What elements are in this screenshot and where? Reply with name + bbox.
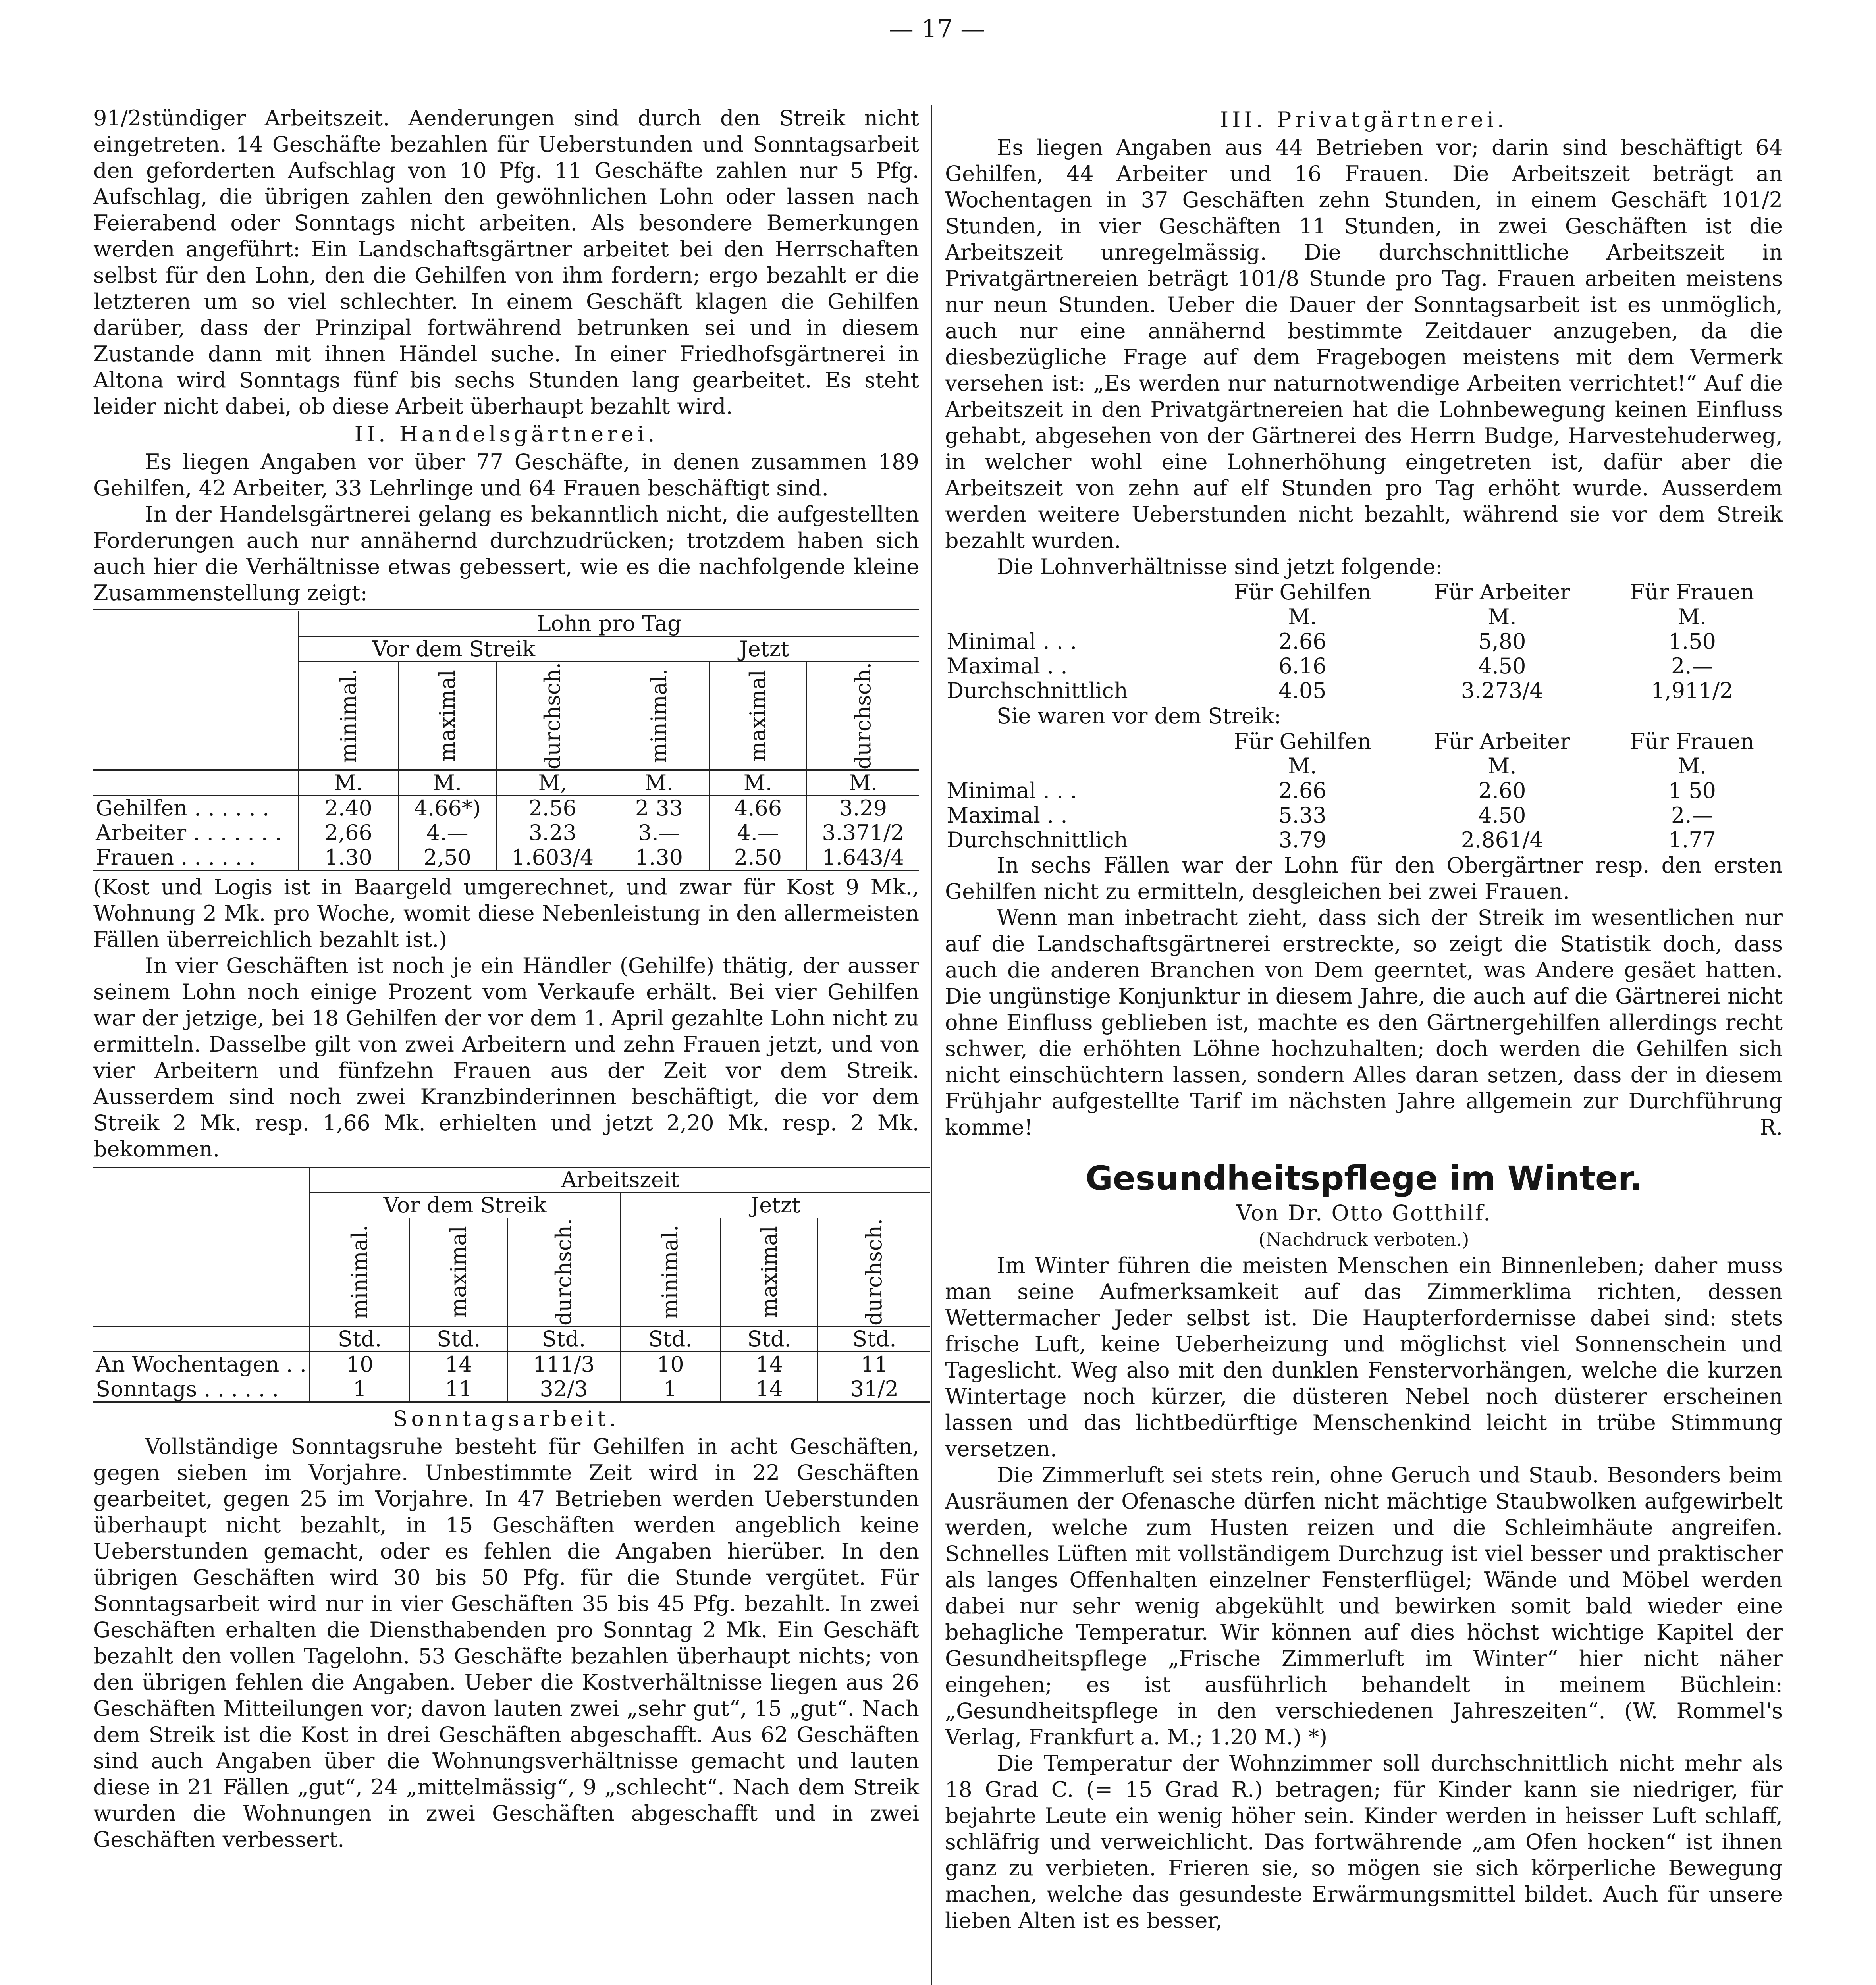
table-cell: 10 bbox=[309, 1352, 410, 1377]
paragraph: Im Winter führen die meisten Menschen ein Binnenleben; daher muss man seine Aufmerksamkeit auf das Zimmerklima richten, dessen Wettermacher Jeder selbst ist. Die Haupterfordernisse dabei sind: stets frische Luft, keine Ueberheizung und möglichst viel Sonnenschein und Tageslicht. Weg also mit den dunklen Fenstervorhängen, welche die kurzen Wintertage noch kürzer, die düsteren Nebel noch düsterer erscheinen lassen und das lichtbedürftige Menschenkind leicht in trübe Stimmung versetzen. bbox=[945, 1253, 1783, 1461]
row-label: Minimal . . . bbox=[947, 778, 1077, 803]
table-cell: 3.79 bbox=[1278, 827, 1327, 852]
table-cell: 111/3 bbox=[507, 1352, 620, 1377]
unit-cell: Std. bbox=[410, 1326, 507, 1352]
paragraph: Die Lohnverhältnisse sind jetzt folgende: bbox=[997, 554, 1443, 579]
hours-table bbox=[93, 1166, 930, 1403]
row-label: Sonntags . . . . . . bbox=[93, 1377, 309, 1402]
paragraph bbox=[945, 905, 1783, 1141]
table-cell: 1 bbox=[620, 1377, 720, 1402]
paragraph: Die Temperatur der Wohnzimmer soll durchschnittlich nicht mehr als 18 Grad C. (= 15 Grad R.) betragen; für Kinder kann sie niedriger, für bejahrte Leute ein wenig höher sein. Kinder werden in heisser Luft schlaff, schläfrig und verweichlicht. Das fortwährende „am Ofen hocken“ ist ihnen ganz zu verbieten. Frieren sie, so mögen sie sich körperliche Bewegung machen, welche das gesundeste Erwärmungsmittel bildet. Auch für unsere lieben Alten ist es besser, bbox=[945, 1751, 1783, 1933]
row-label: Minimal . . . bbox=[947, 629, 1077, 654]
table-cell: 6.16 bbox=[1278, 653, 1327, 678]
unit-cell: M. bbox=[1288, 604, 1317, 629]
table-row bbox=[945, 779, 1783, 803]
unit-cell: M. bbox=[1288, 754, 1317, 779]
signature: R. bbox=[1760, 1115, 1783, 1140]
group-header-now: Jetzt bbox=[609, 636, 919, 662]
group-header-before: Vor dem Streik bbox=[309, 1193, 620, 1218]
column-header: maximal bbox=[410, 1218, 507, 1326]
column-header: Für Frauen bbox=[1630, 729, 1754, 754]
table-cell: 1.50 bbox=[1668, 629, 1716, 654]
table-cell: 2.66 bbox=[1278, 778, 1327, 803]
section-heading-privatgaertnerei: III. Privatgärtnerei. bbox=[1220, 107, 1508, 132]
right-column bbox=[945, 105, 1783, 1934]
table-cell: 3.23 bbox=[496, 821, 609, 845]
column-header: Für Gehilfen bbox=[1234, 580, 1371, 605]
table-row bbox=[945, 828, 1783, 852]
unit-cell: Std. bbox=[721, 1326, 818, 1352]
table-cell: 2.56 bbox=[496, 796, 609, 821]
table-cell: 2 33 bbox=[609, 796, 709, 821]
row-label: Maximal . . bbox=[947, 803, 1068, 828]
table-cell: 14 bbox=[410, 1352, 507, 1377]
unit-cell: M. bbox=[1677, 754, 1707, 779]
table-cell: 2.50 bbox=[709, 845, 807, 871]
table-cell: 1.643/4 bbox=[807, 845, 919, 871]
table-cell: 1.30 bbox=[298, 845, 399, 871]
column-header: minimal. bbox=[609, 662, 709, 770]
row-label: Arbeiter . . . . . . . bbox=[93, 821, 298, 845]
table-row bbox=[93, 796, 919, 821]
column-header: durchsch. bbox=[507, 1218, 620, 1326]
table-cell: 4.66*) bbox=[399, 796, 496, 821]
unit-cell: M. bbox=[709, 770, 807, 796]
column-divider bbox=[931, 105, 932, 1985]
table-cell: 14 bbox=[721, 1377, 818, 1402]
table-row bbox=[93, 1352, 930, 1377]
table-cell: 1 bbox=[309, 1377, 410, 1402]
group-header-before: Vor dem Streik bbox=[298, 636, 609, 662]
table-cell: 4.50 bbox=[1478, 653, 1526, 678]
table-row bbox=[945, 678, 1783, 703]
table-row bbox=[93, 821, 919, 845]
paragraph: Es liegen Angaben vor über 77 Geschäfte, in denen zusammen 189 Gehilfen, 42 Arbeiter, 33 Lehrlinge und 64 Frauen beschäftigt sind. bbox=[93, 449, 919, 501]
table-cell: 5,80 bbox=[1478, 629, 1526, 654]
row-label: Maximal . . bbox=[947, 653, 1068, 678]
table-row bbox=[945, 629, 1783, 654]
table-cell: 3.— bbox=[609, 821, 709, 845]
unit-cell: M. bbox=[399, 770, 496, 796]
column-header: durchsch. bbox=[496, 662, 609, 770]
table-cell: 2.— bbox=[1671, 653, 1713, 678]
table-cell: 32/3 bbox=[507, 1377, 620, 1402]
table-cell: 10 bbox=[620, 1352, 720, 1377]
table-cell: 4.— bbox=[399, 821, 496, 845]
table-cell: 2.40 bbox=[298, 796, 399, 821]
row-label: Durchschnittlich bbox=[947, 678, 1128, 703]
unit-cell: Std. bbox=[309, 1326, 410, 1352]
table-cell: 2.60 bbox=[1478, 778, 1526, 803]
column-header: durchsch. bbox=[807, 662, 919, 770]
table-cell: 1,911/2 bbox=[1651, 678, 1733, 703]
table-cell: 2.861/4 bbox=[1461, 827, 1543, 852]
table-cell: 14 bbox=[721, 1352, 818, 1377]
column-header: maximal bbox=[709, 662, 807, 770]
row-label: Gehilfen . . . . . . bbox=[93, 796, 298, 821]
row-label: An Wochentagen . . bbox=[93, 1352, 309, 1377]
table-cell: 31/2 bbox=[818, 1377, 930, 1402]
unit-cell: M. bbox=[1677, 604, 1707, 629]
column-header: durchsch. bbox=[818, 1218, 930, 1326]
wage-table-title: Lohn pro Tag bbox=[298, 611, 919, 637]
unit-cell: M. bbox=[807, 770, 919, 796]
table-cell: 4.— bbox=[709, 821, 807, 845]
table-cell: 1.603/4 bbox=[496, 845, 609, 871]
article-title: Gesundheitspflege im Winter. bbox=[1085, 1159, 1643, 1198]
table-cell: 4.66 bbox=[709, 796, 807, 821]
column-header: Für Arbeiter bbox=[1434, 580, 1570, 605]
table-cell: 1 50 bbox=[1668, 778, 1716, 803]
table-cell: 3.371/2 bbox=[807, 821, 919, 845]
table-cell: 2,66 bbox=[298, 821, 399, 845]
table-cell: 3.29 bbox=[807, 796, 919, 821]
column-header: minimal. bbox=[298, 662, 399, 770]
table-row bbox=[93, 1377, 930, 1402]
column-header: Für Arbeiter bbox=[1434, 729, 1570, 754]
column-header: minimal. bbox=[309, 1218, 410, 1326]
paragraph: (Kost und Logis ist in Baargeld umgerechnet, und zwar für Kost 9 Mk., Wohnung 2 Mk. pro Woche, womit diese Nebenleistung in den allermeisten Fällen überreichlich bezahlt ist.) bbox=[93, 875, 919, 952]
column-header: Für Frauen bbox=[1630, 580, 1754, 605]
table-cell: 5.33 bbox=[1278, 803, 1327, 828]
column-header: maximal bbox=[399, 662, 496, 770]
table-cell: 2,50 bbox=[399, 845, 496, 871]
table-cell: 3.273/4 bbox=[1461, 678, 1543, 703]
unit-cell: Std. bbox=[818, 1326, 930, 1352]
unit-cell: Std. bbox=[620, 1326, 720, 1352]
hours-table-title: Arbeitszeit bbox=[309, 1167, 930, 1193]
unit-cell: M. bbox=[1488, 604, 1517, 629]
unit-cell: Std. bbox=[507, 1326, 620, 1352]
unit-cell: M. bbox=[1488, 754, 1517, 779]
left-column bbox=[93, 105, 919, 1853]
private-wage-table-before bbox=[945, 729, 1783, 852]
unit-cell: M. bbox=[609, 770, 709, 796]
paragraph: In sechs Fällen war der Lohn für den Obergärtner resp. den ersten Gehilfen nicht zu ermitteln, desgleichen bei zwei Frauen. bbox=[945, 853, 1783, 904]
row-label: Durchschnittlich bbox=[947, 827, 1128, 852]
table-row bbox=[93, 845, 919, 871]
table-cell: 4.05 bbox=[1278, 678, 1327, 703]
table-cell: 11 bbox=[818, 1352, 930, 1377]
table-row bbox=[945, 803, 1783, 828]
table-cell: 4.50 bbox=[1478, 803, 1526, 828]
paragraph: Vollständige Sonntagsruhe besteht für Gehilfen in acht Geschäften, gegen sieben im Vorjahre. Unbestimmte Zeit wird in 22 Geschäften gearbeitet, gegen 25 im Vorjahre. In 47 Betrieben werden Ueberstunden überhaupt nicht bezahlt, in 15 Geschäften werden angeblich keine Ueberstunden gemacht, oder es fehlen die Angaben hierüber. In den übrigen Geschäften wird 30 bis 50 Pfg. für die Stunde vergütet. Für Sonntagsarbeit wird nur in vier Geschäften 35 bis 45 Pfg. bezahlt. In zwei Geschäften erhalten die Diensthabenden pro Sonntag 2 Mk. Ein Geschäft bezahlt den vollen Tagelohn. 53 Geschäfte bezahlen überhaupt nichts; von den übrigen fehlen die Angaben. Ueber die Kostverhältnisse liegen aus 26 Geschäften Mitteilungen vor; davon lauten zwei „sehr gut“, 15 „gut“. Nach dem Streik ist die Kost in drei Geschäften abgeschafft. Aus 62 Geschäften sind auch Angaben über die Wohnungsverhältnisse gemacht und lauten diese in 21 Fällen „gut“, 24 „mittelmässig“, 9 „schlecht“. Nach dem Streik wurden die Wohnungen in zwei Geschäften abgeschafft und in zwei Geschäften verbessert. bbox=[93, 1434, 919, 1852]
table-row bbox=[945, 654, 1783, 678]
paragraph: 91/2stündiger Arbeitszeit. Aenderungen sind durch den Streik nicht eingetreten. 14 Geschäfte bezahlen für Ueberstunden und Sonntagsarbeit den geforderten Aufschlag von 10 Pfg. 11 Geschäfte zahlen nur 5 Pfg. Aufschlag, die übrigen zahlen den gewöhnlichen Lohn oder lassen nach Feierabend oder Sonntags nicht arbeiten. Als besondere Bemerkungen werden angeführt: Ein Landschaftsgärtner arbeitet bei den Herrschaften selbst für den Lohn, den die Gehilfen von ihm fordern; ergo bezahlt er die letzteren um so viel schlechter. In einem Geschäft klagen die Gehilfen darüber, dass der Prinzipal fortwährend betrunken sei und in diesem Zustande dann mit ihnen Händel suche. In einer Friedhofsgärtnerei in Altona wird Sonntags fünf bis sechs Stunden lang gearbeitet. Es steht leider nicht dabei, ob diese Arbeit überhaupt bezahlt wird. bbox=[93, 106, 919, 419]
paragraph: In vier Geschäften ist noch je ein Händler (Gehilfe) thätig, der ausser seinem Lohn noch einige Prozent vom Verkaufe erhält. Bei vier Gehilfen war der jetzige, bei 18 Gehilfen der vor dem 1. April gezahlte Lohn nicht zu ermitteln. Dasselbe gilt von zwei Arbeitern und zehn Frauen jetzt, und von vier Arbeitern und fünfzehn Frauen aus der Zeit vor dem Streik. Ausserdem sind noch zwei Kranzbinderinnen beschäftigt, die vor dem Streik 2 Mk. resp. 1,66 Mk. erhielten und jetzt 2,20 Mk. resp. 2 Mk. bekommen. bbox=[93, 953, 919, 1162]
group-header-now: Jetzt bbox=[620, 1193, 930, 1218]
table-cell: 11 bbox=[410, 1377, 507, 1402]
section-heading-handelsgaertnerei: II. Handelsgärtnerei. bbox=[354, 422, 658, 447]
section-heading-sonntagsarbeit: Sonntagsarbeit. bbox=[393, 1406, 620, 1431]
paragraph: Es liegen Angaben aus 44 Betrieben vor; darin sind beschäftigt 64 Gehilfen, 44 Arbeiter und 16 Frauen. Die Arbeitszeit beträgt an Wochentagen in 37 Geschäften zehn Stunden, in einem Geschäft 101/2 Stunden, in vier Geschäften 11 Stunden, in zwei Geschäften ist die Arbeitszeit unregelmässig. Die durchschnittliche Arbeitszeit in Privatgärtnereien beträgt 101/8 Stunde pro Tag. Frauen arbeiten meistens nur neun Stunden. Ueber die Dauer der Sonntagsarbeit ist es unmöglich, auch nur eine annähernd bestimmte Zeitdauer anzugeben, da die diesbezügliche Frage auf dem Fragebogen meistens mit dem Vermerk versehen ist: „Es werden nur naturnotwendige Arbeiten verrichtet!“ Auf die Arbeitszeit in den Privatgärtnereien hat die Lohnbewegung keinen Einfluss gehabt, abgesehen von der Gärtnerei des Herrn Budge, Harvestehuderweg, in welcher wohl eine Lohnerhöhung eingetreten ist, dafür aber die Arbeitszeit von zehn auf elf Stunden pro Tag erhöht wurde. Ausserdem werden weitere Ueberstunden nicht bezahlt, während sie vor dem Streik bezahlt wurden. bbox=[945, 135, 1783, 553]
paragraph: Die Zimmerluft sei stets rein, ohne Geruch und Staub. Besonders beim Ausräumen der Ofenasche dürfen nicht mächtige Staubwolken aufgewirbelt werden, welche zum Husten reizen und die Schleimhäute angreifen. Schnelles Lüften mit vollständigem Durchzug ist viel besser und praktischer als langes Offenhalten einzelner Fensterflügel; Wände und Möbel werden dabei nur sehr wenig abgekühlt und bewirken somit bald wieder eine behagliche Temperatur. Wir können auf dies höchst wichtige Kapitel der Gesundheitspflege „Frische Zimmerluft im Winter“ hier nicht näher eingehen; es ist ausführlich behandelt in meinem Büchlein: „Gesundheitspflege in den verschiedenen Jahreszeiten“. (W. Rommel's Verlag, Frankfurt a. M.; 1.20 M.) *) bbox=[945, 1463, 1783, 1750]
unit-cell: M, bbox=[496, 770, 609, 796]
column-header: Für Gehilfen bbox=[1234, 729, 1371, 754]
table-cell: 1.77 bbox=[1668, 827, 1716, 852]
table-cell: 2.66 bbox=[1278, 629, 1327, 654]
reprint-note: (Nachdruck verboten.) bbox=[1258, 1229, 1469, 1250]
paragraph-text: Wenn man inbetracht zieht, dass sich der Streik im wesentlichen nur auf die Landschaftsgärtnerei erstreckte, so zeigt die Statistik doch, dass auch die anderen Branchen von Dem geerntet, was Andere gesäet hatten. Die ungünstige Konjunktur in diesem Jahre, die auch auf die Gärtnerei nicht ohne Einfluss geblieben ist, machte es den Gärtnergehilfen allerdings recht schwer, die erhöhten Löhne hochzuhalten; doch werden die Gehilfen sich nicht einschüchtern lassen, sondern Alles daran setzen, dass der in diesem Frühjahr aufgestellte Tarif im nächsten Jahre allgemein zur Durchführung komme! bbox=[945, 905, 1783, 1140]
wage-table bbox=[93, 609, 919, 871]
paragraph: In der Handelsgärtnerei gelang es bekanntlich nicht, die aufgestellten Forderungen auch nur annähernd durchzudrücken; trotzdem haben sich auch hier die Verhältnisse etwas gebessert, wie es die nachfolgende kleine Zusammenstellung zeigt: bbox=[93, 502, 919, 605]
private-wage-table-now bbox=[945, 580, 1783, 703]
unit-cell: M. bbox=[298, 770, 399, 796]
row-label: Frauen . . . . . . bbox=[93, 845, 298, 871]
page-number: — 17 — bbox=[889, 14, 985, 43]
table-cell: 1.30 bbox=[609, 845, 709, 871]
table-cell: 2.— bbox=[1671, 803, 1713, 828]
paragraph: Sie waren vor dem Streik: bbox=[997, 703, 1282, 728]
column-header: maximal bbox=[721, 1218, 818, 1326]
column-header: minimal. bbox=[620, 1218, 720, 1326]
article-author: Von Dr. Otto Gotthilf. bbox=[1236, 1201, 1492, 1226]
